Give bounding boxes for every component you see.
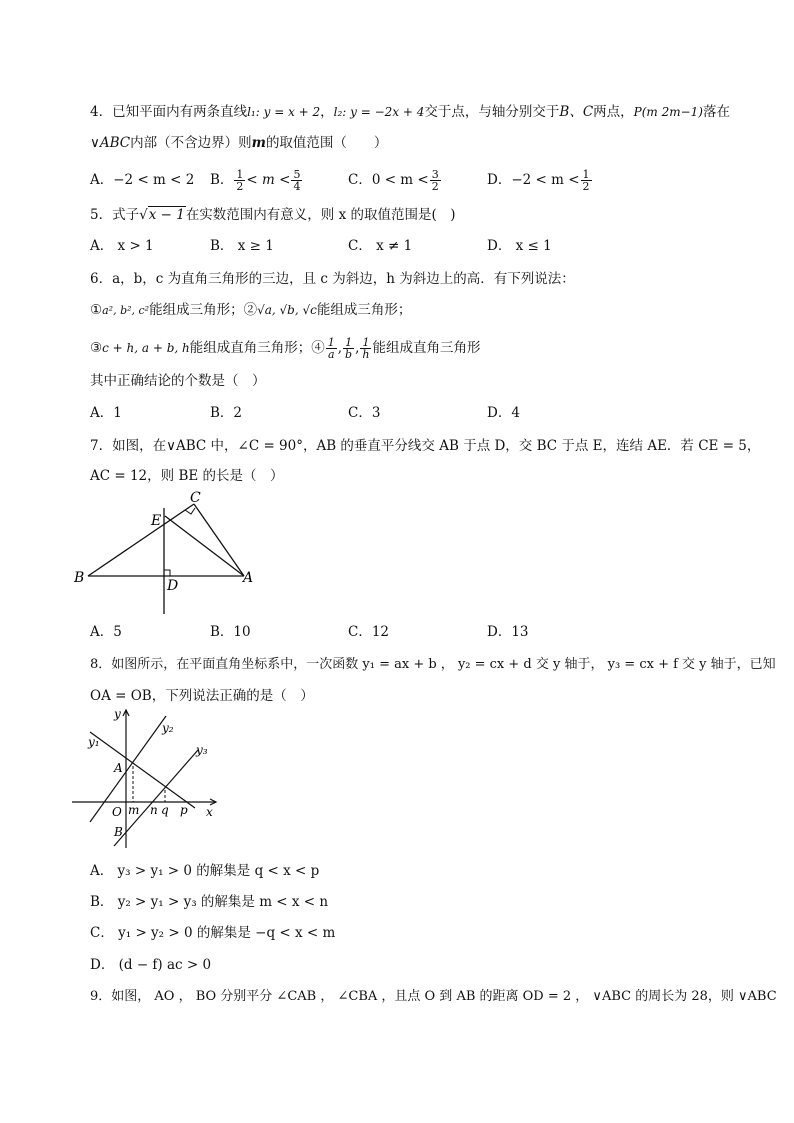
q4-option-c-frac bbox=[430, 169, 441, 192]
q7-option-b-text: B．10 bbox=[210, 624, 251, 640]
q4-text: 两点， bbox=[593, 104, 634, 120]
q5-text: 5．式子 bbox=[90, 207, 140, 223]
q6-question bbox=[90, 371, 266, 391]
q4-option-d-frac bbox=[581, 169, 592, 192]
q6-text: 能组成三角形； bbox=[316, 302, 412, 318]
q5-option-d[interactable] bbox=[487, 236, 552, 256]
q6-option-c[interactable] bbox=[348, 403, 380, 423]
frac-den: b bbox=[345, 348, 353, 361]
q4-line-l2: l₂: y = −2x + 4 bbox=[333, 105, 425, 119]
frac-den: 2 bbox=[236, 180, 244, 193]
label-a: A bbox=[114, 761, 123, 775]
q8-coordinate-figure bbox=[70, 704, 230, 854]
q5-option-d-text: D． x ≤ 1 bbox=[487, 238, 552, 254]
q6-option-d-text: D．4 bbox=[487, 405, 520, 421]
q6-text: 其中正确结论的个数是（ ） bbox=[90, 373, 266, 389]
label-y2: y₂ bbox=[162, 721, 174, 735]
label-a: A bbox=[243, 570, 254, 586]
label-y3: y₃ bbox=[196, 743, 208, 757]
q4-points-bc: B、C bbox=[559, 104, 594, 120]
label-n: n bbox=[150, 803, 158, 817]
q8-option-c-text: C． y₁ > y₂ > 0 的解集是 −q < x < m bbox=[90, 925, 336, 941]
q4-point-p: P(m 2m−1) bbox=[633, 105, 703, 119]
q9-text: 9．如图， AO ， BO 分别平分 ∠CAB ， ∠CBA ，且点 O 到 AB 的距离 OD = 2 ， ∨ABC 的周长为 28，则 ∨ABC bbox=[90, 989, 777, 1004]
q8-option-b[interactable] bbox=[90, 892, 328, 912]
q6-num: ① bbox=[90, 302, 103, 318]
q7-triangle-figure bbox=[70, 486, 270, 618]
label-e: E bbox=[151, 513, 162, 529]
q7-option-b[interactable] bbox=[210, 622, 251, 642]
q9-stem bbox=[90, 987, 777, 1007]
label-b: B bbox=[74, 570, 85, 586]
q5-option-a-text: A． x > 1 bbox=[90, 238, 154, 254]
q6-text: 6．a，b，c 为直角三角形的三边，且 c 为斜边，h 为斜边上的高．有下列说法： bbox=[90, 271, 575, 287]
q4-text: 的取值范围（ ） bbox=[265, 135, 388, 151]
q7-stem-line1 bbox=[90, 436, 760, 456]
label-d: D bbox=[167, 578, 179, 594]
q8-option-c[interactable] bbox=[90, 923, 335, 943]
q5-text: 在实数范围内有意义，则 x 的取值范围是( ) bbox=[185, 207, 456, 223]
q5-stem: 5．式子√x − 1在实数范围内有意义，则 x 的取值范围是( ) bbox=[90, 207, 456, 223]
segment-ca bbox=[194, 504, 244, 576]
q4-var-m: m bbox=[251, 135, 266, 151]
q6-option-b-text: B．2 bbox=[210, 405, 243, 421]
line-y1 bbox=[90, 732, 195, 808]
frac-num: 3 bbox=[431, 168, 439, 181]
q6-statements-3-4: ③c + h, a + b, h能组成直角三角形；④ $\frac{1}{a}$ , $\frac{1}{b}$ , $\frac{1}{h}$ 能组成直角三角形 bbox=[90, 336, 481, 361]
q6-expr: a², b², c² bbox=[102, 304, 150, 317]
q7-text: 7．如图，在∨ABC 中，∠C = 90°，AB 的垂直平分线交 AB 于点 D，交 BC 于点 E，连结 AE．若 CE = 5， bbox=[90, 438, 761, 454]
frac-den: h bbox=[362, 348, 370, 361]
q4-option-d-prefix: D．−2 < m < bbox=[487, 172, 580, 188]
q6-option-d[interactable] bbox=[487, 403, 520, 423]
right-angle-mark-d bbox=[164, 570, 170, 576]
q6-frac-b bbox=[343, 337, 354, 360]
q6-frac-h bbox=[360, 337, 371, 360]
q5-option-b-text: B． x ≥ 1 bbox=[210, 238, 274, 254]
frac-num: 1 bbox=[327, 336, 335, 349]
frac-den: a bbox=[327, 348, 335, 361]
q4-option-b-prefix: B． bbox=[210, 172, 234, 188]
q4-option-a[interactable] bbox=[90, 170, 194, 190]
label-y1: y₁ bbox=[88, 735, 100, 749]
label-p: p bbox=[180, 803, 188, 817]
label-o: O bbox=[112, 805, 122, 819]
q8-text: 8．如图所示，在平面直角坐标系中，一次函数 y₁ = ax + b ， y₂ = cx + d 交 y 轴于， y₃ = cx + f 交 y 轴于，已知 bbox=[90, 657, 776, 672]
q6-expr: c + h, a + b, h bbox=[102, 341, 190, 355]
label-q: q bbox=[161, 803, 169, 817]
q6-option-a[interactable] bbox=[90, 403, 122, 423]
frac-den: 4 bbox=[293, 180, 301, 193]
q6-statements-1-2 bbox=[90, 300, 411, 321]
q4-option-b[interactable] bbox=[210, 160, 303, 200]
q8-option-a-text: A． y₃ > y₁ > 0 的解集是 q < x < p bbox=[90, 863, 320, 879]
q7-stem-line2 bbox=[90, 466, 284, 486]
label-x: x bbox=[206, 805, 213, 819]
frac-num: 5 bbox=[293, 168, 301, 181]
q4-line-l1: l₁: y = x + 2 bbox=[247, 105, 321, 119]
q4-option-b-frac1 bbox=[234, 169, 245, 192]
label-y: y bbox=[114, 707, 121, 721]
q7-option-d[interactable] bbox=[487, 622, 529, 642]
q4-text: 交于点，与轴分别交于 bbox=[424, 104, 560, 120]
q7-option-a-text: A．5 bbox=[90, 624, 122, 640]
q6-option-a-text: A．1 bbox=[90, 405, 122, 421]
q4-triangle: ∨ABC bbox=[90, 135, 131, 151]
frac-num: 1 bbox=[360, 337, 371, 349]
q7-text: AC = 12，则 BE 的长是（ ） bbox=[90, 468, 284, 484]
q6-expr: √a, √b, √c bbox=[257, 303, 317, 317]
frac-den: 2 bbox=[582, 180, 590, 193]
q4-text: 4．已知平面内有两条直线 bbox=[90, 104, 248, 120]
label-c: C bbox=[190, 490, 201, 506]
q5-option-a[interactable] bbox=[90, 236, 154, 256]
q4-sep: ， bbox=[320, 104, 334, 120]
q4-line1 bbox=[90, 102, 730, 122]
q6-frac-a bbox=[326, 337, 337, 360]
q4-option-a-text: A．−2 < m < 2 bbox=[90, 172, 195, 188]
segment-ea bbox=[165, 516, 244, 576]
q8-stem-line2 bbox=[90, 686, 314, 706]
q4-option-c-prefix: C．0 < m < bbox=[348, 172, 429, 188]
q4-option-c[interactable] bbox=[348, 160, 442, 200]
q6-option-b[interactable] bbox=[210, 403, 242, 423]
q5-radicand: x − 1 bbox=[148, 207, 185, 223]
q8-option-d[interactable] bbox=[90, 955, 211, 975]
frac-num: 1 bbox=[582, 168, 590, 181]
q6-text: 能组成三角形；② bbox=[149, 302, 258, 318]
q6-option-c-text: C．3 bbox=[348, 405, 381, 421]
q7-option-a[interactable] bbox=[90, 622, 122, 642]
q8-stem-line1 bbox=[90, 655, 776, 675]
q7-option-c-text: C．12 bbox=[348, 624, 390, 640]
q8-option-a[interactable] bbox=[90, 861, 319, 881]
q4-line2 bbox=[90, 133, 387, 153]
q4-option-b-frac2 bbox=[291, 169, 302, 192]
q4-option-d[interactable] bbox=[487, 160, 593, 200]
frac-num: 1 bbox=[343, 337, 354, 349]
q5-option-c-text: C． x ≠ 1 bbox=[348, 238, 413, 254]
q7-option-c[interactable] bbox=[348, 622, 389, 642]
q6-num: ③ bbox=[90, 340, 103, 356]
q8-option-d-text: D． (d − f) ac > 0 bbox=[90, 957, 212, 973]
q6-stem bbox=[90, 269, 575, 289]
q4-text: 落在 bbox=[703, 104, 730, 120]
q4-option-b-mid: < m < bbox=[246, 172, 291, 188]
q4-text: 内部（不含边界）则 bbox=[130, 135, 252, 151]
label-b: B bbox=[114, 825, 123, 839]
q6-text: 能组成直角三角形 bbox=[372, 340, 481, 356]
label-m: m bbox=[128, 803, 140, 817]
segment-bc bbox=[88, 504, 194, 576]
q5-option-b[interactable] bbox=[210, 236, 274, 256]
frac-num: 1 bbox=[236, 168, 244, 181]
frac-den: 2 bbox=[431, 180, 439, 193]
q8-option-b-text: B． y₂ > y₁ > y₃ 的解集是 m < x < n bbox=[90, 894, 329, 910]
q7-option-d-text: D．13 bbox=[487, 624, 529, 640]
q5-option-c[interactable] bbox=[348, 236, 412, 256]
q6-text: 能组成直角三角形；④ bbox=[189, 340, 325, 356]
q8-text: OA = OB，下列说法正确的是（ ） bbox=[90, 688, 314, 704]
